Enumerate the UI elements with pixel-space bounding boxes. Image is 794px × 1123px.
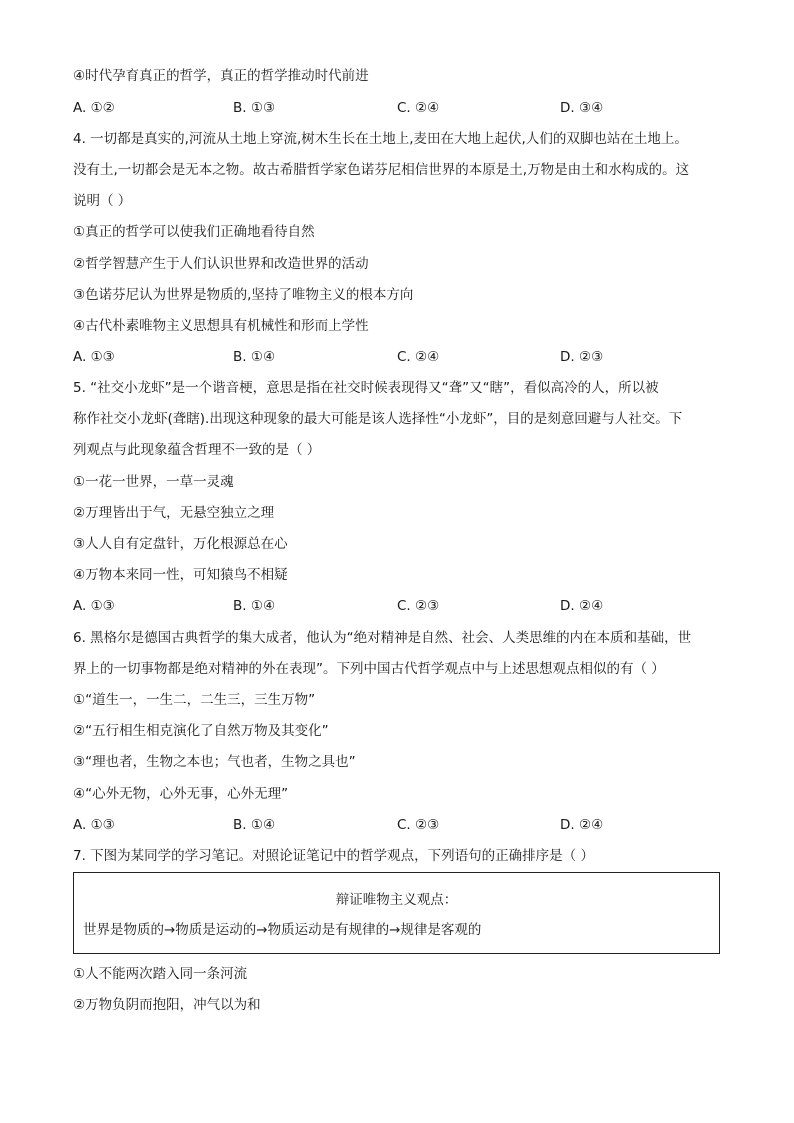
- q3-option-d: D. ③④: [560, 100, 604, 116]
- q4-option-d: D. ②③: [560, 349, 604, 365]
- q5-item-2: ②万理皆出于气，无悬空独立之理: [73, 505, 275, 521]
- q6-item-4: ④“心外无物，心外无事，心外无理”: [73, 786, 289, 802]
- q5-item-4: ④万物本来同一性，可知猿鸟不相疑: [73, 567, 288, 583]
- q4-stem-line-1: 4. 一切都是真实的,河流从土地上穿流,树木生长在土地上,麦田在大地上起伏,人们的双脚也站在土地上。: [73, 131, 688, 147]
- q5-option-b: B. ①④: [233, 598, 276, 614]
- q6-options: [73, 815, 723, 835]
- q5-option-d: D. ②④: [560, 598, 604, 614]
- q7-stem-line-1: 7. 下图为某同学的学习笔记。对照论证笔记中的哲学观点，下列语句的正确排序是（ ）: [73, 848, 594, 864]
- q5-item-3: ③人人自有定盘针，万化根源总在心: [73, 536, 288, 552]
- q4-item-1: ①真正的哲学可以使我们正确地看待自然: [73, 224, 315, 240]
- q4-stem-line-3: 说明（ ）: [73, 193, 132, 209]
- q6-option-a: A. ①③: [73, 817, 115, 833]
- q5-option-c: C. ②③: [397, 598, 440, 614]
- q6-stem-line-2: 界上的一切事物都是绝对精神的外在表现”。下列中国古代哲学观点中与上述思想观点相似的有（ ）: [73, 661, 665, 677]
- q5-stem-line-1: 5. “社交小龙虾”是一个谐音梗，意思是指在社交时候表现得又“聋”又“瞎”，看似高冷的人，所以被: [73, 380, 659, 396]
- q6-option-d: D. ②④: [560, 817, 604, 833]
- q5-item-1: ①一花一世界，一草一灵魂: [73, 474, 234, 490]
- q6-option-b: B. ①④: [233, 817, 276, 833]
- q4-option-a: A. ①③: [73, 349, 115, 365]
- q6-stem-line-1: 6. 黑格尔是德国古典哲学的集大成者，他认为“绝对精神是自然、社会、人类思维的内在本质和基础，世: [73, 630, 692, 646]
- q3-options: [73, 98, 723, 118]
- q7-item-1: ①人不能两次踏入同一条河流: [73, 966, 248, 982]
- study-note-title: 辩证唯物主义观点：: [335, 892, 458, 908]
- study-note-body: 世界是物质的→物质是运动的→物质运动是有规律的→规律是客观的: [83, 922, 482, 938]
- q3-option-a: A. ①②: [73, 100, 115, 116]
- q4-option-c: C. ②④: [397, 349, 440, 365]
- q4-stem-line-2: 没有土,一切都会是无本之物。故古希腊哲学家色诺芬尼相信世界的本原是土,万物是由土和水构成的。这: [73, 162, 690, 178]
- q6-item-2: ②“五行相生相克演化了自然万物及其变化”: [73, 723, 329, 739]
- q4-item-2: ②哲学智慧产生于人们认识世界和改造世界的活动: [73, 256, 369, 272]
- q4-options: [73, 347, 723, 367]
- q5-option-a: A. ①③: [73, 598, 115, 614]
- q3-option-b: B. ①③: [233, 100, 276, 116]
- q5-stem-line-2: 称作社交小龙虾(聋瞎).出现这种现象的最大可能是该人选择性“小龙虾”，目的是刻意回避与人社交。下: [73, 411, 683, 427]
- q4-option-b: B. ①④: [233, 349, 276, 365]
- q3-option-c: C. ②④: [397, 100, 440, 116]
- q6-item-3: ③“理也者，生物之本也；气也者，生物之具也”: [73, 754, 356, 770]
- q6-item-1: ①“道生一，一生二，二生三，三生万物”: [73, 692, 316, 708]
- q4-item-4: ④古代朴素唯物主义思想具有机械性和形而上学性: [73, 318, 369, 334]
- q6-option-c: C. ②③: [397, 817, 440, 833]
- q3-item-4: ④时代孕育真正的哲学，真正的哲学推动时代前进: [73, 68, 369, 84]
- q5-options: [73, 596, 723, 616]
- q5-stem-line-3: 列观点与此现象蕴含哲理不一致的是（ ）: [73, 442, 321, 458]
- q7-item-2: ②万物负阴而抱阳，冲气以为和: [73, 997, 261, 1013]
- q4-item-3: ③色诺芬尼认为世界是物质的,坚持了唯物主义的根本方向: [73, 287, 414, 303]
- study-note-box: [73, 872, 720, 954]
